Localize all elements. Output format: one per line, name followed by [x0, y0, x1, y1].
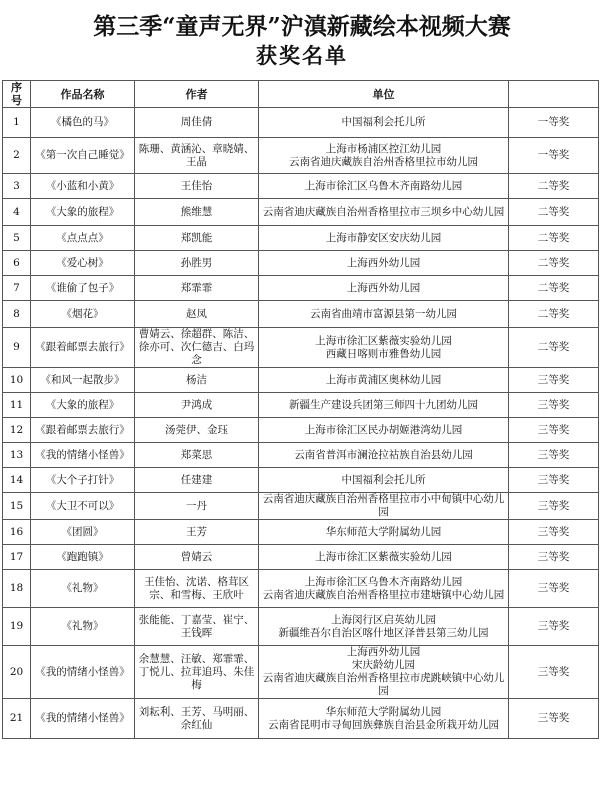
cell-author: 王芳 — [135, 520, 259, 545]
column-header-work: 作品名称 — [31, 81, 135, 108]
cell-award: 三等奖 — [509, 699, 599, 739]
table-row — [3, 570, 599, 608]
cell-number: 1 — [3, 108, 31, 138]
cell-award: 三等奖 — [509, 493, 599, 520]
cell-work-title: 《爱心树》 — [31, 251, 135, 276]
table-row — [3, 520, 599, 545]
cell-award: 三等奖 — [509, 520, 599, 545]
cell-number: 11 — [3, 393, 31, 418]
table-row — [3, 301, 599, 328]
cell-unit: 云南省迪庆藏族自治州香格里拉市小中甸镇中心幼儿园 — [259, 493, 509, 520]
cell-author: 王佳怡 — [135, 174, 259, 199]
cell-award: 一等奖 — [509, 138, 599, 174]
cell-award: 三等奖 — [509, 468, 599, 493]
cell-author: 郑菜思 — [135, 443, 259, 468]
cell-work-title: 《橘色的马》 — [31, 108, 135, 138]
table-row — [3, 368, 599, 393]
table-row — [3, 443, 599, 468]
cell-award: 二等奖 — [509, 251, 599, 276]
cell-author: 汤莞伊、金珏 — [135, 418, 259, 443]
cell-award: 三等奖 — [509, 570, 599, 608]
table-row — [3, 199, 599, 226]
cell-number: 18 — [3, 570, 31, 608]
table-row — [3, 699, 599, 739]
cell-work-title: 《团圆》 — [31, 520, 135, 545]
cell-author: 杨洁 — [135, 368, 259, 393]
table-row — [3, 646, 599, 699]
table-row — [3, 418, 599, 443]
cell-unit: 华东师范大学附属幼儿园 — [259, 520, 509, 545]
cell-work-title: 《跟着邮票去旅行》 — [31, 328, 135, 368]
cell-number: 19 — [3, 608, 31, 646]
cell-author: 刘耘利、王芳、马明丽、余红仙 — [135, 699, 259, 739]
cell-number: 9 — [3, 328, 31, 368]
cell-unit: 云南省迪庆藏族自治州香格里拉市三坝乡中心幼儿园 — [259, 199, 509, 226]
cell-award: 三等奖 — [509, 545, 599, 570]
cell-unit: 上海西外幼儿园 — [259, 276, 509, 301]
cell-award: 二等奖 — [509, 276, 599, 301]
cell-unit: 上海西外幼儿园 宋庆龄幼儿园 云南省迪庆藏族自治州香格里拉市虎跳峡镇中心幼儿园 — [259, 646, 509, 699]
cell-work-title: 《礼物》 — [31, 608, 135, 646]
cell-work-title: 《跑跑镇》 — [31, 545, 135, 570]
cell-unit: 上海市杨浦区控江幼儿园 云南省迪庆藏族自治州香格里拉市幼儿园 — [259, 138, 509, 174]
cell-unit: 云南省曲靖市富源县第一幼儿园 — [259, 301, 509, 328]
cell-author: 郑霏霏 — [135, 276, 259, 301]
cell-work-title: 《礼物》 — [31, 570, 135, 608]
cell-author: 王佳怡、沈诺、格茸区宗、和雪梅、王欣叶 — [135, 570, 259, 608]
cell-unit: 云南省普洱市澜沧拉祜族自治县幼儿园 — [259, 443, 509, 468]
table-row — [3, 608, 599, 646]
cell-unit: 华东师范大学附属幼儿园 云南省昆明市寻甸回族彝族自治县金所栽开幼儿园 — [259, 699, 509, 739]
cell-award: 三等奖 — [509, 608, 599, 646]
cell-work-title: 《大卫不可以》 — [31, 493, 135, 520]
cell-number: 21 — [3, 699, 31, 739]
cell-work-title: 《我的情绪小怪兽》 — [31, 443, 135, 468]
cell-author: 熊维慧 — [135, 199, 259, 226]
cell-number: 7 — [3, 276, 31, 301]
table-row — [3, 138, 599, 174]
column-header-award — [509, 81, 599, 108]
cell-number: 6 — [3, 251, 31, 276]
cell-award: 三等奖 — [509, 368, 599, 393]
cell-award: 二等奖 — [509, 226, 599, 251]
cell-work-title: 《和风一起散步》 — [31, 368, 135, 393]
cell-author: 一丹 — [135, 493, 259, 520]
cell-number: 2 — [3, 138, 31, 174]
column-header-unit: 单位 — [259, 81, 509, 108]
table-row — [3, 468, 599, 493]
cell-number: 14 — [3, 468, 31, 493]
cell-work-title: 《烟花》 — [31, 301, 135, 328]
cell-unit: 上海西外幼儿园 — [259, 251, 509, 276]
cell-number: 20 — [3, 646, 31, 699]
cell-author: 张能能、丁嘉莹、崔宁、王钱晖 — [135, 608, 259, 646]
cell-unit: 中国福利会托儿所 — [259, 468, 509, 493]
document-subtitle: 获奖名单 — [256, 43, 348, 68]
cell-work-title: 《第一次自己睡觉》 — [31, 138, 135, 174]
cell-work-title: 《小蓝和小黄》 — [31, 174, 135, 199]
cell-award: 二等奖 — [509, 328, 599, 368]
winners-table — [2, 80, 599, 739]
cell-author: 余慧慧、汪敏、郑霏霏、丁悦儿、拉茸追玛、朱佳梅 — [135, 646, 259, 699]
cell-award: 三等奖 — [509, 418, 599, 443]
cell-number: 3 — [3, 174, 31, 199]
document-title: 第三季“童声无界”沪滇新藏绘本视频大赛 — [93, 13, 511, 40]
table-row — [3, 226, 599, 251]
cell-unit: 上海闵行区启英幼儿园 新疆维吾尔自治区喀什地区泽普县第三幼儿园 — [259, 608, 509, 646]
cell-number: 10 — [3, 368, 31, 393]
cell-author: 周佳倩 — [135, 108, 259, 138]
table-row — [3, 276, 599, 301]
table-row — [3, 174, 599, 199]
cell-unit: 上海市静安区安庆幼儿园 — [259, 226, 509, 251]
cell-award: 三等奖 — [509, 443, 599, 468]
cell-award: 二等奖 — [509, 199, 599, 226]
cell-number: 15 — [3, 493, 31, 520]
cell-unit: 上海市徐汇区乌鲁木齐南路幼儿园 — [259, 174, 509, 199]
cell-author: 曹婧云、徐超群、陈洁、徐亦可、次仁德吉、白玛念 — [135, 328, 259, 368]
cell-unit: 上海市黄浦区奥林幼儿园 — [259, 368, 509, 393]
cell-unit: 上海市徐汇区民办胡姬港湾幼儿园 — [259, 418, 509, 443]
cell-number: 16 — [3, 520, 31, 545]
cell-work-title: 《大象的旅程》 — [31, 199, 135, 226]
cell-author: 陈珊、黄涵沁、章晓婧、王晶 — [135, 138, 259, 174]
cell-work-title: 《点点点》 — [31, 226, 135, 251]
table-row — [3, 108, 599, 138]
cell-award: 三等奖 — [509, 646, 599, 699]
cell-number: 5 — [3, 226, 31, 251]
cell-award: 三等奖 — [509, 393, 599, 418]
table-header-row — [3, 81, 599, 108]
cell-author: 任建建 — [135, 468, 259, 493]
column-header-no: 序号 — [3, 81, 31, 108]
cell-unit: 上海市徐汇区紫薇实验幼儿园 西藏日喀则市雅鲁幼儿园 — [259, 328, 509, 368]
table-body — [3, 108, 599, 739]
cell-number: 13 — [3, 443, 31, 468]
table-row — [3, 251, 599, 276]
cell-unit: 上海市徐汇区乌鲁木齐南路幼儿园 云南省迪庆藏族自治州香格里拉市建塘镇中心幼儿园 — [259, 570, 509, 608]
cell-award: 二等奖 — [509, 301, 599, 328]
table-row — [3, 393, 599, 418]
table-row — [3, 545, 599, 570]
cell-work-title: 《我的情绪小怪兽》 — [31, 699, 135, 739]
cell-unit: 新疆生产建设兵团第三师四十九团幼儿园 — [259, 393, 509, 418]
cell-work-title: 《大个子打针》 — [31, 468, 135, 493]
cell-work-title: 《我的情绪小怪兽》 — [31, 646, 135, 699]
table-row — [3, 328, 599, 368]
cell-work-title: 《谁偷了包子》 — [31, 276, 135, 301]
column-header-author: 作者 — [135, 81, 259, 108]
cell-author: 赵凤 — [135, 301, 259, 328]
cell-number: 12 — [3, 418, 31, 443]
cell-award: 二等奖 — [509, 174, 599, 199]
cell-award: 一等奖 — [509, 108, 599, 138]
cell-author: 孙胜男 — [135, 251, 259, 276]
cell-unit: 上海市徐汇区紫薇实验幼儿园 — [259, 545, 509, 570]
cell-work-title: 《大象的旅程》 — [31, 393, 135, 418]
table-row — [3, 493, 599, 520]
cell-number: 4 — [3, 199, 31, 226]
cell-author: 郑凯能 — [135, 226, 259, 251]
cell-work-title: 《跟着邮票去旅行》 — [31, 418, 135, 443]
cell-number: 17 — [3, 545, 31, 570]
cell-author: 尹鸿成 — [135, 393, 259, 418]
cell-author: 曾婧云 — [135, 545, 259, 570]
cell-number: 8 — [3, 301, 31, 328]
cell-unit: 中国福利会托儿所 — [259, 108, 509, 138]
